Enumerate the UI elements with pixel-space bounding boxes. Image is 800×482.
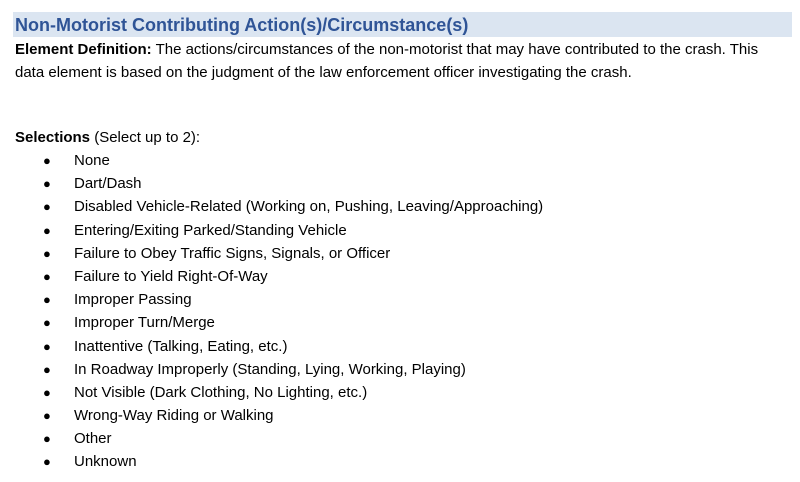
bullet-icon: ●: [43, 153, 51, 168]
list-item-text: Not Visible (Dark Clothing, No Lighting, etc.): [74, 383, 368, 401]
list-item-text: Inattentive (Talking, Eating, etc.): [74, 337, 288, 355]
definition-text: The actions/circumstances of the non-motorist that may have contributed to the crash. This data element is based on the judgment of the law enforcement officer investigating the crash.: [15, 41, 759, 81]
list-item-text: Improper Turn/Merge: [74, 314, 215, 332]
bullet-icon: ●: [43, 315, 51, 331]
bullet-icon: ●: [43, 176, 51, 192]
element-definition: [15, 38, 780, 84]
list-item-text: Wrong-Way Riding or Walking: [74, 407, 274, 425]
definition-label: Element Definition:: [15, 41, 152, 58]
bullet-icon: ●: [43, 245, 51, 261]
list-item-text: Failure to Obey Traffic Signs, Signals, or Officer: [74, 244, 391, 262]
section-heading: Non-Motorist Contributing Action(s)/Circumstance(s): [15, 15, 469, 35]
list-item-text: In Roadway Improperly (Standing, Lying, Working, Playing): [74, 360, 466, 378]
list-item-text: None: [74, 152, 110, 169]
selections-note: (Select up to 2):: [90, 129, 201, 146]
list-item-text: Unknown: [74, 453, 137, 471]
bullet-icon: ●: [43, 384, 51, 400]
bullet-icon: ●: [43, 268, 51, 284]
bullet-icon: ●: [43, 222, 51, 238]
bullet-icon: ●: [43, 199, 51, 215]
list-item-text: Failure to Yield Right-Of-Way: [74, 267, 268, 285]
bullet-icon: ●: [43, 338, 51, 354]
bullet-icon: ●: [43, 454, 51, 470]
list-item-text: Improper Passing: [74, 291, 192, 309]
selections-label: Selections: [15, 129, 91, 146]
list-item-text: Other: [74, 430, 112, 448]
bullet-icon: ●: [43, 431, 51, 447]
bullet-icon: ●: [43, 361, 51, 377]
list-item-text: Disabled Vehicle-Related (Working on, Pushing, Leaving/Approaching): [74, 198, 544, 216]
list-item-text: Entering/Exiting Parked/Standing Vehicle: [74, 221, 347, 239]
bullet-icon: ●: [43, 408, 51, 424]
bullet-icon: ●: [43, 292, 51, 308]
list-item-text: Dart/Dash: [74, 175, 142, 193]
selections-heading: [15, 126, 200, 149]
